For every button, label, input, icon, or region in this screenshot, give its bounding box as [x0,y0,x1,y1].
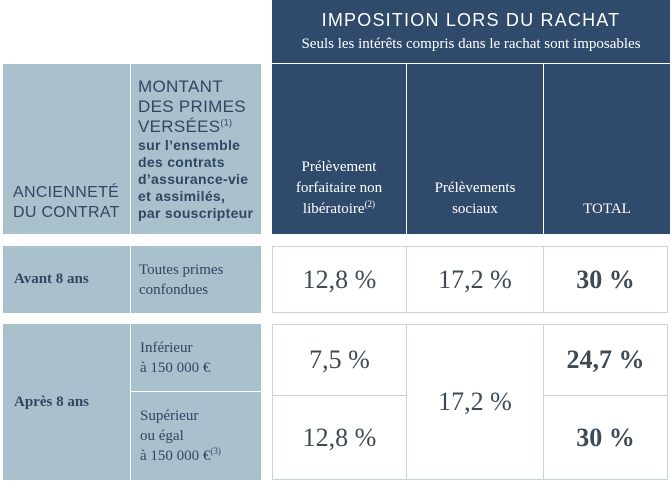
apres-sup-pfnl-value: 12,8 % [272,395,407,480]
row-label-avant: Avant 8 ans [3,246,130,313]
apres-sociaux-value: 17,2 % [406,324,544,480]
sociaux-line2: sociaux [452,201,498,217]
montant-detail5: par souscripteur [138,205,254,221]
row-label-apres: Après 8 ans [3,324,130,480]
pfnl-line3: libératoire [302,201,365,217]
avant-total-value: 30 % [543,246,668,313]
pfnl-line2: forfaitaire non [295,180,383,196]
montant-footnote: (1) [220,117,233,128]
col-header-anciennete [3,64,130,234]
montant-detail2: des contrats [138,154,225,170]
pfnl-footnote: (2) [364,199,376,209]
montant-line3: VERSÉES [138,117,221,136]
apres-inf-pfnl-value: 7,5 % [272,324,407,396]
apres-sup-footnote: (3) [210,446,221,456]
montant-line1: MONTANT [138,77,223,96]
anciennete-line1: ANCIENNETÉ [13,184,120,201]
total-label: TOTAL [583,201,631,217]
anciennete-line2: DU CONTRAT [13,204,120,221]
apres-inf-line1: Inférieur [140,339,193,356]
col-header-pfnl [272,64,406,234]
montant-detail1: sur l’ensemble [138,137,241,153]
montant-detail4: et assimilés, [138,188,226,204]
avant-primes [131,246,261,313]
apres-sup-line3: à 150 000 € [140,448,211,464]
sociaux-line1: Prélèvements [434,180,516,196]
apres-inf-line2: à 150 000 € [140,359,211,376]
header-subtitle: Seuls les intérêts compris dans le rachat sont imposables [301,36,641,52]
apres-sup-line2: ou égal [140,428,184,444]
apres-inferieur [131,324,261,391]
header-title: IMPOSITION LORS DU RACHAT [321,10,621,30]
col-header-montant [131,64,261,234]
avant-primes-line2: confondues [139,281,209,298]
col-header-sociaux [407,64,543,234]
apres-sup-line1: Supérieur [140,408,199,424]
col-header-total [544,64,670,234]
apres-superieur [131,392,261,480]
avant-pfnl-value: 12,8 % [272,246,407,313]
montant-line2: DES PRIMES [138,97,246,116]
apres-inf-total-value: 24,7 % [543,324,668,396]
apres-sup-total-value: 30 % [543,395,668,480]
montant-detail3: d’assurance-vie [138,171,249,187]
avant-primes-line1: Toutes primes [139,261,224,278]
avant-sociaux-value: 17,2 % [406,246,544,313]
pfnl-line1: Prélèvement [301,159,377,175]
